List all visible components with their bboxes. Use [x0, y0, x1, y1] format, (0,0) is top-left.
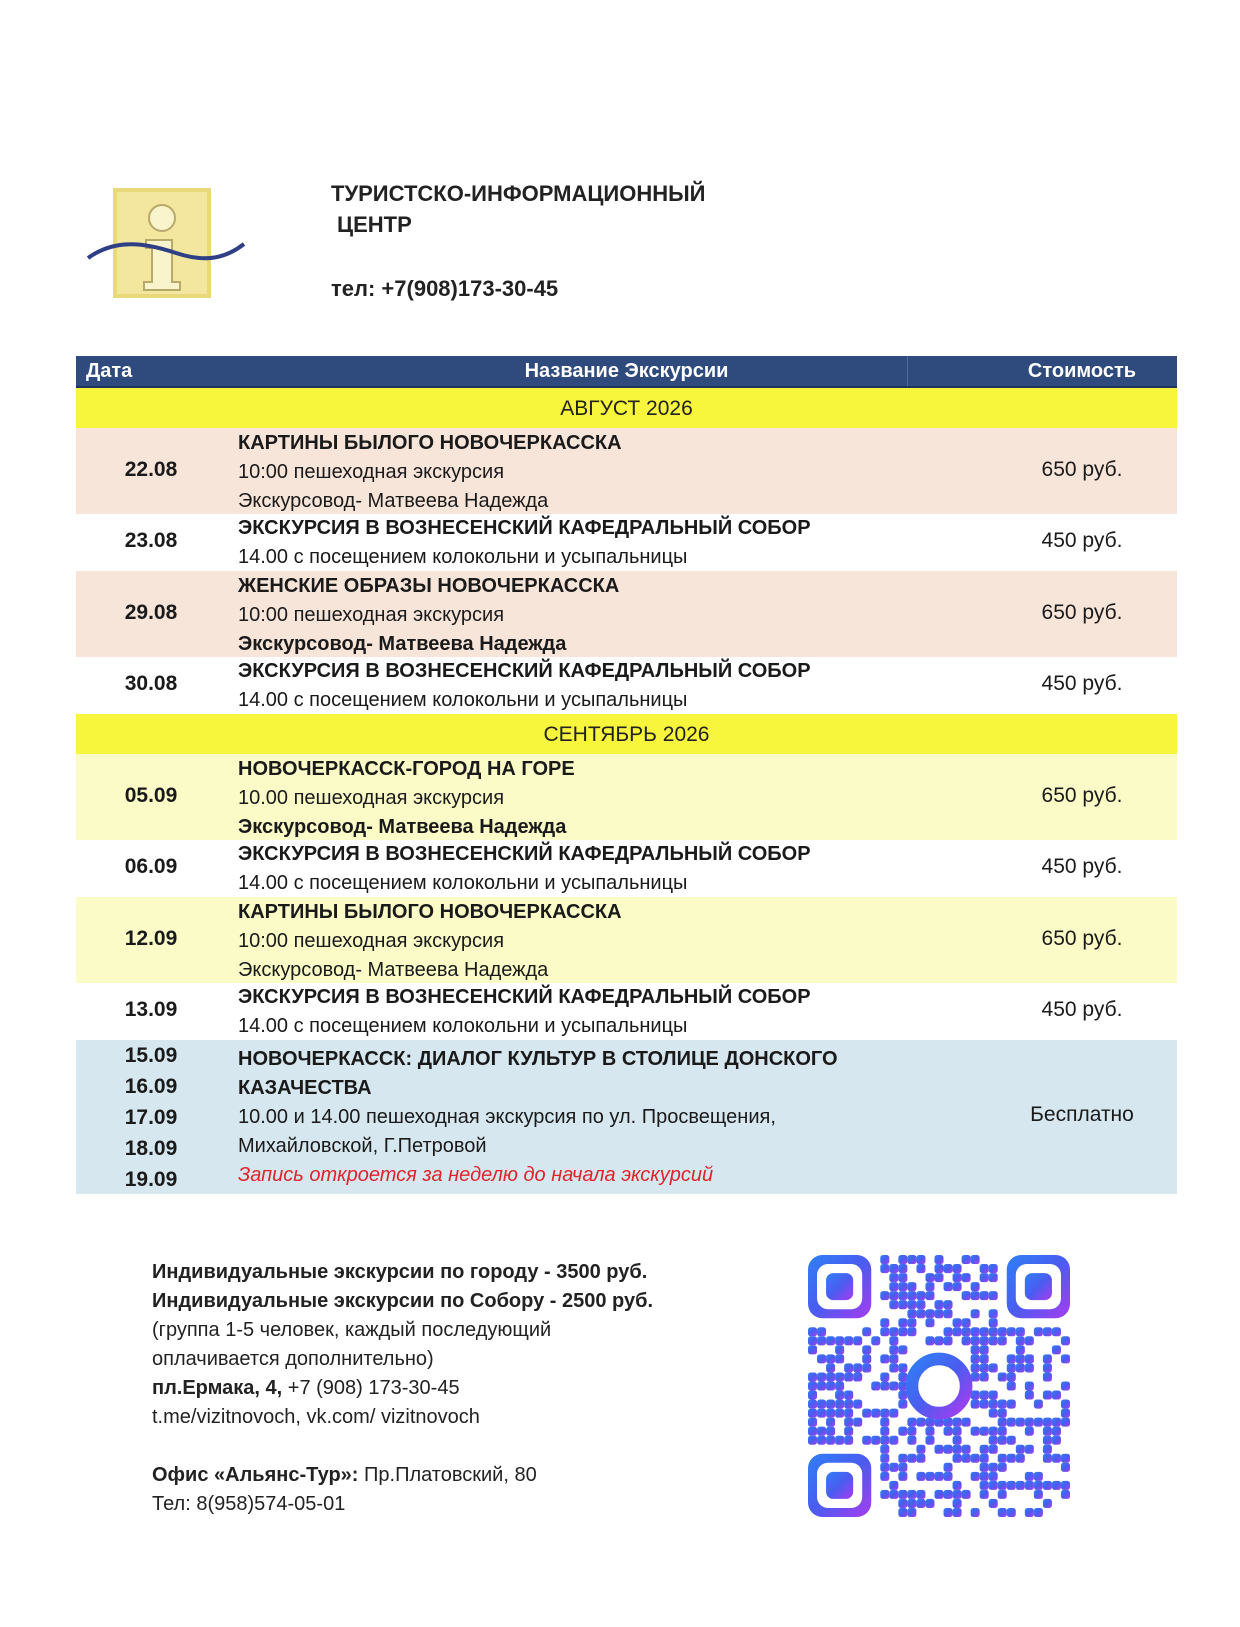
- row-title-cont: КАЗАЧЕСТВА: [238, 1077, 372, 1099]
- row-price: Бесплатно: [1030, 1103, 1134, 1126]
- row-price: 650 руб.: [1041, 927, 1123, 950]
- row-date: 30.08: [124, 672, 178, 695]
- row-time: 14.00 с посещением колокольни и усыпальницы: [238, 872, 688, 894]
- row-date: 19.09: [124, 1168, 178, 1191]
- row-time: 10.00 и 14.00 пешеходная экскурсия по ул. Просвещения,: [238, 1106, 776, 1128]
- row-time: 14.00 с посещением колокольни и усыпальницы: [238, 546, 688, 568]
- row-title: ЭКСКУРСИЯ В ВОЗНЕСЕНСКИЙ КАФЕДРАЛЬНЫЙ СОБОР: [238, 843, 811, 865]
- qr-code-icon[interactable]: [808, 1255, 1070, 1517]
- row-date: 12.09: [124, 927, 178, 950]
- org-name-line1: ТУРИСТСКО-ИНФОРМАЦИОННЫЙ: [331, 181, 706, 206]
- table-row: [76, 514, 1177, 571]
- row-guide: Экскурсовод- Матвеева Надежда: [238, 633, 567, 655]
- excursion-table: [76, 356, 1177, 1194]
- table-row-special: [76, 1040, 1177, 1194]
- table-row: [76, 571, 1177, 657]
- row-price: 650 руб.: [1041, 601, 1123, 624]
- table-row: [76, 897, 1177, 983]
- month-august: АВГУСТ 2026: [76, 388, 1177, 428]
- row-title: ЖЕНСКИЕ ОБРАЗЫ НОВОЧЕРКАССКА: [238, 575, 620, 597]
- table-row: [76, 983, 1177, 1040]
- row-title: КАРТИНЫ БЫЛОГО НОВОЧЕРКАССКА: [238, 432, 622, 454]
- address: [152, 1374, 653, 1403]
- row-time: 14.00 с посещением колокольни и усыпальницы: [238, 1015, 688, 1037]
- office-address: [152, 1461, 653, 1490]
- row-time: 10:00 пешеходная экскурсия: [238, 604, 505, 626]
- row-date: 29.08: [124, 601, 178, 624]
- office-label: Офис «Альянс-Тур»:: [152, 1464, 359, 1486]
- row-description: [238, 429, 918, 516]
- office-addr: Пр.Платовский, 80: [358, 1464, 537, 1486]
- row-date: 06.09: [124, 855, 178, 878]
- group-note-line2: оплачивается дополнительно): [152, 1348, 434, 1370]
- row-price: 650 руб.: [1041, 458, 1123, 481]
- row-guide: Экскурсовод- Матвеева Надежда: [238, 816, 567, 838]
- group-note-line1: (группа 1-5 человек, каждый последующий: [152, 1319, 552, 1341]
- row-date: 05.09: [124, 784, 178, 807]
- individual-cathedral-price: Индивидуальные экскурсии по Собору - 2500 руб.: [152, 1290, 654, 1312]
- row-title: ЭКСКУРСИЯ В ВОЗНЕСЕНСКИЙ КАФЕДРАЛЬНЫЙ СОБОР: [238, 517, 811, 539]
- row-guide: Экскурсовод- Матвеева Надежда: [238, 959, 549, 981]
- row-title: КАРТИНЫ БЫЛОГО НОВОЧЕРКАССКА: [238, 901, 622, 923]
- col-date-header: Дата: [86, 360, 133, 382]
- row-price: 450 руб.: [1041, 529, 1123, 552]
- row-description: [238, 983, 918, 1041]
- row-date: 22.08: [124, 458, 178, 481]
- individual-city-price: Индивидуальные экскурсии по городу - 3500 руб.: [152, 1261, 648, 1283]
- row-title: НОВОЧЕРКАССК: ДИАЛОГ КУЛЬТУР В СТОЛИЦЕ ДОНСКОГО: [238, 1048, 838, 1070]
- row-date: 23.08: [124, 529, 178, 552]
- row-description: [238, 898, 918, 985]
- row-description: [238, 572, 918, 659]
- row-time: 10:00 пешеходная экскурсия: [238, 930, 505, 952]
- social-links[interactable]: t.me/vizitnovoch, vk.com/ vizitnovoch: [152, 1406, 480, 1428]
- row-date: 13.09: [124, 998, 178, 1021]
- row-note: Запись откроется за неделю до начала экскурсий: [238, 1164, 714, 1186]
- row-title: ЭКСКУРСИЯ В ВОЗНЕСЕНСКИЙ КАФЕДРАЛЬНЫЙ СОБОР: [238, 986, 811, 1008]
- row-date: 15.09: [124, 1044, 178, 1067]
- address-phone: +7 (908) 173-30-45: [282, 1377, 460, 1399]
- table-row: [76, 428, 1177, 514]
- row-time: 14.00 с посещением колокольни и усыпальницы: [238, 689, 688, 711]
- row-time: 10:00 пешеходная экскурсия: [238, 461, 505, 483]
- row-date: 17.09: [124, 1106, 178, 1129]
- office-phone: Тел: 8(958)574-05-01: [152, 1493, 346, 1515]
- row-guide: Экскурсовод- Матвеева Надежда: [238, 490, 549, 512]
- col-price-header: Стоимость: [1027, 360, 1137, 382]
- row-dates: [76, 1040, 226, 1195]
- row-description: [238, 514, 918, 572]
- row-price: 450 руб.: [1041, 855, 1123, 878]
- info-logo-icon: [86, 188, 246, 308]
- footer-info: [152, 1258, 653, 1519]
- row-description: [238, 657, 918, 715]
- address-label: пл.Ермака, 4,: [152, 1377, 283, 1399]
- row-title: НОВОЧЕРКАССК-ГОРОД НА ГОРЕ: [238, 758, 575, 780]
- table-row: [76, 754, 1177, 840]
- row-title: ЭКСКУРСИЯ В ВОЗНЕСЕНСКИЙ КАФЕДРАЛЬНЫЙ СОБОР: [238, 660, 811, 682]
- row-date: 18.09: [124, 1137, 178, 1160]
- row-time: 10.00 пешеходная экскурсия: [238, 787, 505, 809]
- row-description: [238, 1045, 918, 1190]
- table-row: [76, 840, 1177, 897]
- row-date: 16.09: [124, 1075, 178, 1098]
- table-row: [76, 657, 1177, 714]
- row-description: [238, 840, 918, 898]
- row-route: Михайловской, Г.Петровой: [238, 1135, 487, 1157]
- row-price: 450 руб.: [1041, 998, 1123, 1021]
- row-price: 650 руб.: [1041, 784, 1123, 807]
- col-name-header: Название Экскурсии: [524, 360, 729, 382]
- header-phone: тел: +7(908)173-30-45: [331, 276, 559, 301]
- org-name: [331, 178, 705, 240]
- row-price: 450 руб.: [1041, 672, 1123, 695]
- org-name-line2: ЦЕНТР: [337, 212, 412, 237]
- table-header: [76, 356, 1177, 388]
- month-september: СЕНТЯБРЬ 2026: [76, 714, 1177, 754]
- row-description: [238, 755, 918, 842]
